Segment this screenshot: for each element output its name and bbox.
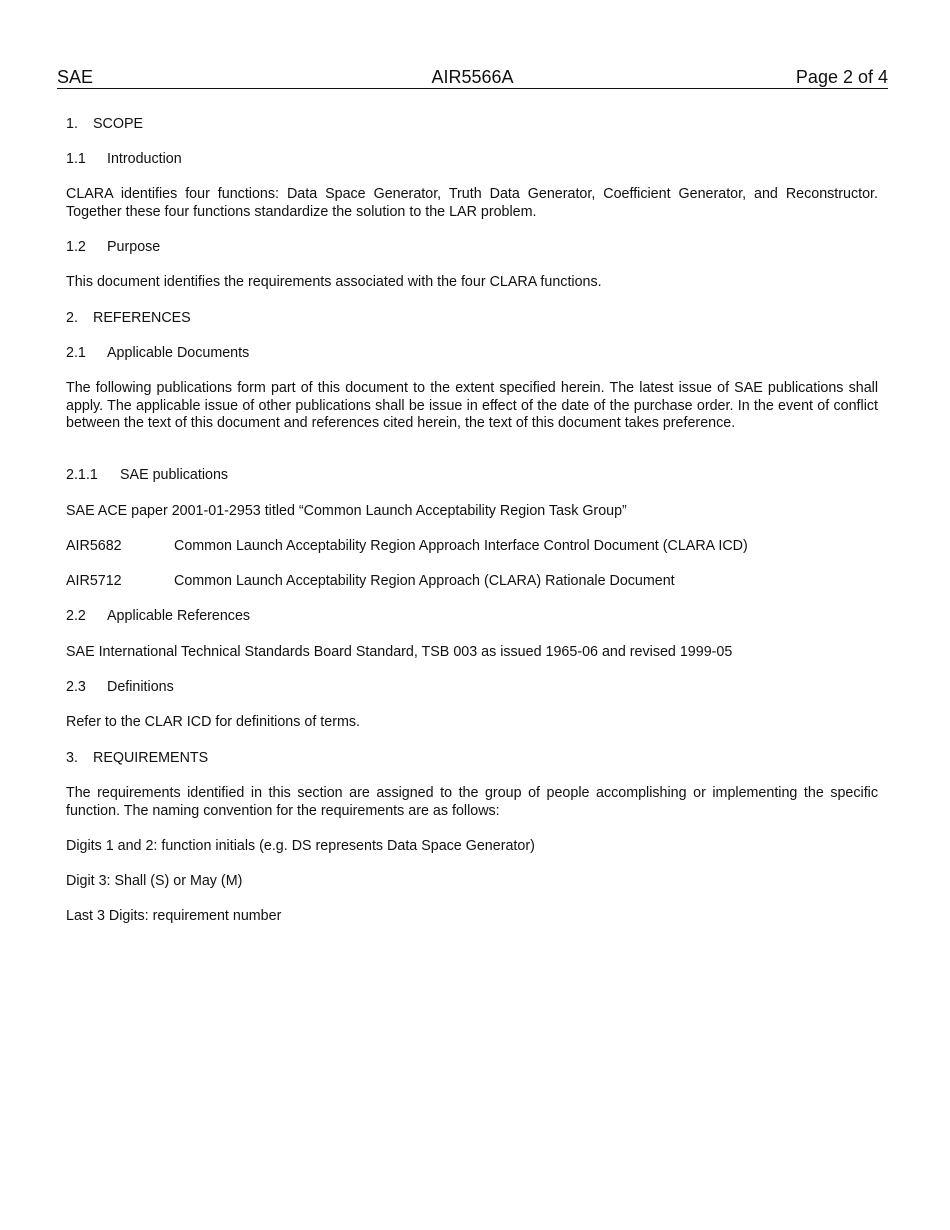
heading-title: SAE publications [120,467,229,483]
header-page-number: Page 2 of 4 [795,67,888,87]
reference-entry [66,538,878,556]
header-doc-number: AIR5566A [431,67,514,87]
purpose-paragraph: This document identifies the requirements associated with the four CLARA functions. [66,274,602,290]
heading-title: REFERENCES [93,310,191,326]
heading-sae-publications [66,467,878,485]
heading-number: 1.1 [66,151,86,167]
heading-title: SCOPE [93,116,144,132]
reference-entry [66,573,878,591]
heading-number: 3. [66,750,78,766]
definitions-paragraph: Refer to the CLAR ICD for definitions of terms. [66,714,360,730]
heading-number: 2.1.1 [66,467,98,483]
sae-publications-paragraph: SAE ACE paper 2001-01-2953 titled “Common Launch Acceptability Region Task Group” [66,503,627,519]
heading-title: Applicable References [107,608,251,624]
heading-requirements [66,750,878,768]
reference-title: Common Launch Acceptability Region Approach (CLARA) Rationale Document [174,573,675,589]
heading-number: 2.3 [66,679,86,695]
reference-title: Common Launch Acceptability Region Approach Interface Control Document (CLARA ICD) [174,538,748,554]
naming-convention-digit-3: Digit 3: Shall (S) or May (M) [66,873,243,889]
applicable-references-paragraph: SAE International Technical Standards Board Standard, TSB 003 as issued 1965-06 and revised 1999-05 [66,644,733,660]
heading-number: 1.2 [66,239,86,255]
heading-title: Definitions [107,679,174,695]
header-org: SAE [57,67,94,87]
requirements-paragraph: The requirements identified in this section are assigned to the group of people accomplishing or implementing the specific function. The naming convention for the requirements are as follows: [66,785,878,819]
heading-title: REQUIREMENTS [93,750,209,766]
heading-number: 1. [66,116,78,132]
heading-purpose [66,239,878,257]
heading-title: Introduction [107,151,182,167]
heading-references [66,310,878,328]
heading-title: Applicable Documents [107,345,250,361]
heading-number: 2.1 [66,345,86,361]
naming-convention-last-3: Last 3 Digits: requirement number [66,908,282,924]
heading-applicable-references [66,608,878,626]
heading-applicable-documents [66,345,878,363]
page-header [57,66,888,89]
introduction-paragraph: CLARA identifies four functions: Data Space Generator, Truth Data Generator, Coefficient Generator, and Reconstructor. Together these four functions standardize the solution to the LAR problem. [66,186,878,220]
reference-code: AIR5712 [66,573,122,589]
heading-number: 2. [66,310,78,326]
reference-code: AIR5682 [66,538,122,554]
applicable-documents-paragraph: The following publications form part of this document to the extent specified herein. The latest issue of SAE publications shall apply. The applicable issue of other publications shall be issue in effect of the date of the purchase order. In the event of conflict between the text of this document and references cited herein, the text of this document takes preference. [66,380,878,431]
heading-title: Purpose [107,239,161,255]
heading-introduction [66,151,878,169]
heading-definitions [66,679,878,697]
naming-convention-digits-1-2: Digits 1 and 2: function initials (e.g. DS represents Data Space Generator) [66,838,535,854]
heading-scope [66,116,878,134]
heading-number: 2.2 [66,608,86,624]
